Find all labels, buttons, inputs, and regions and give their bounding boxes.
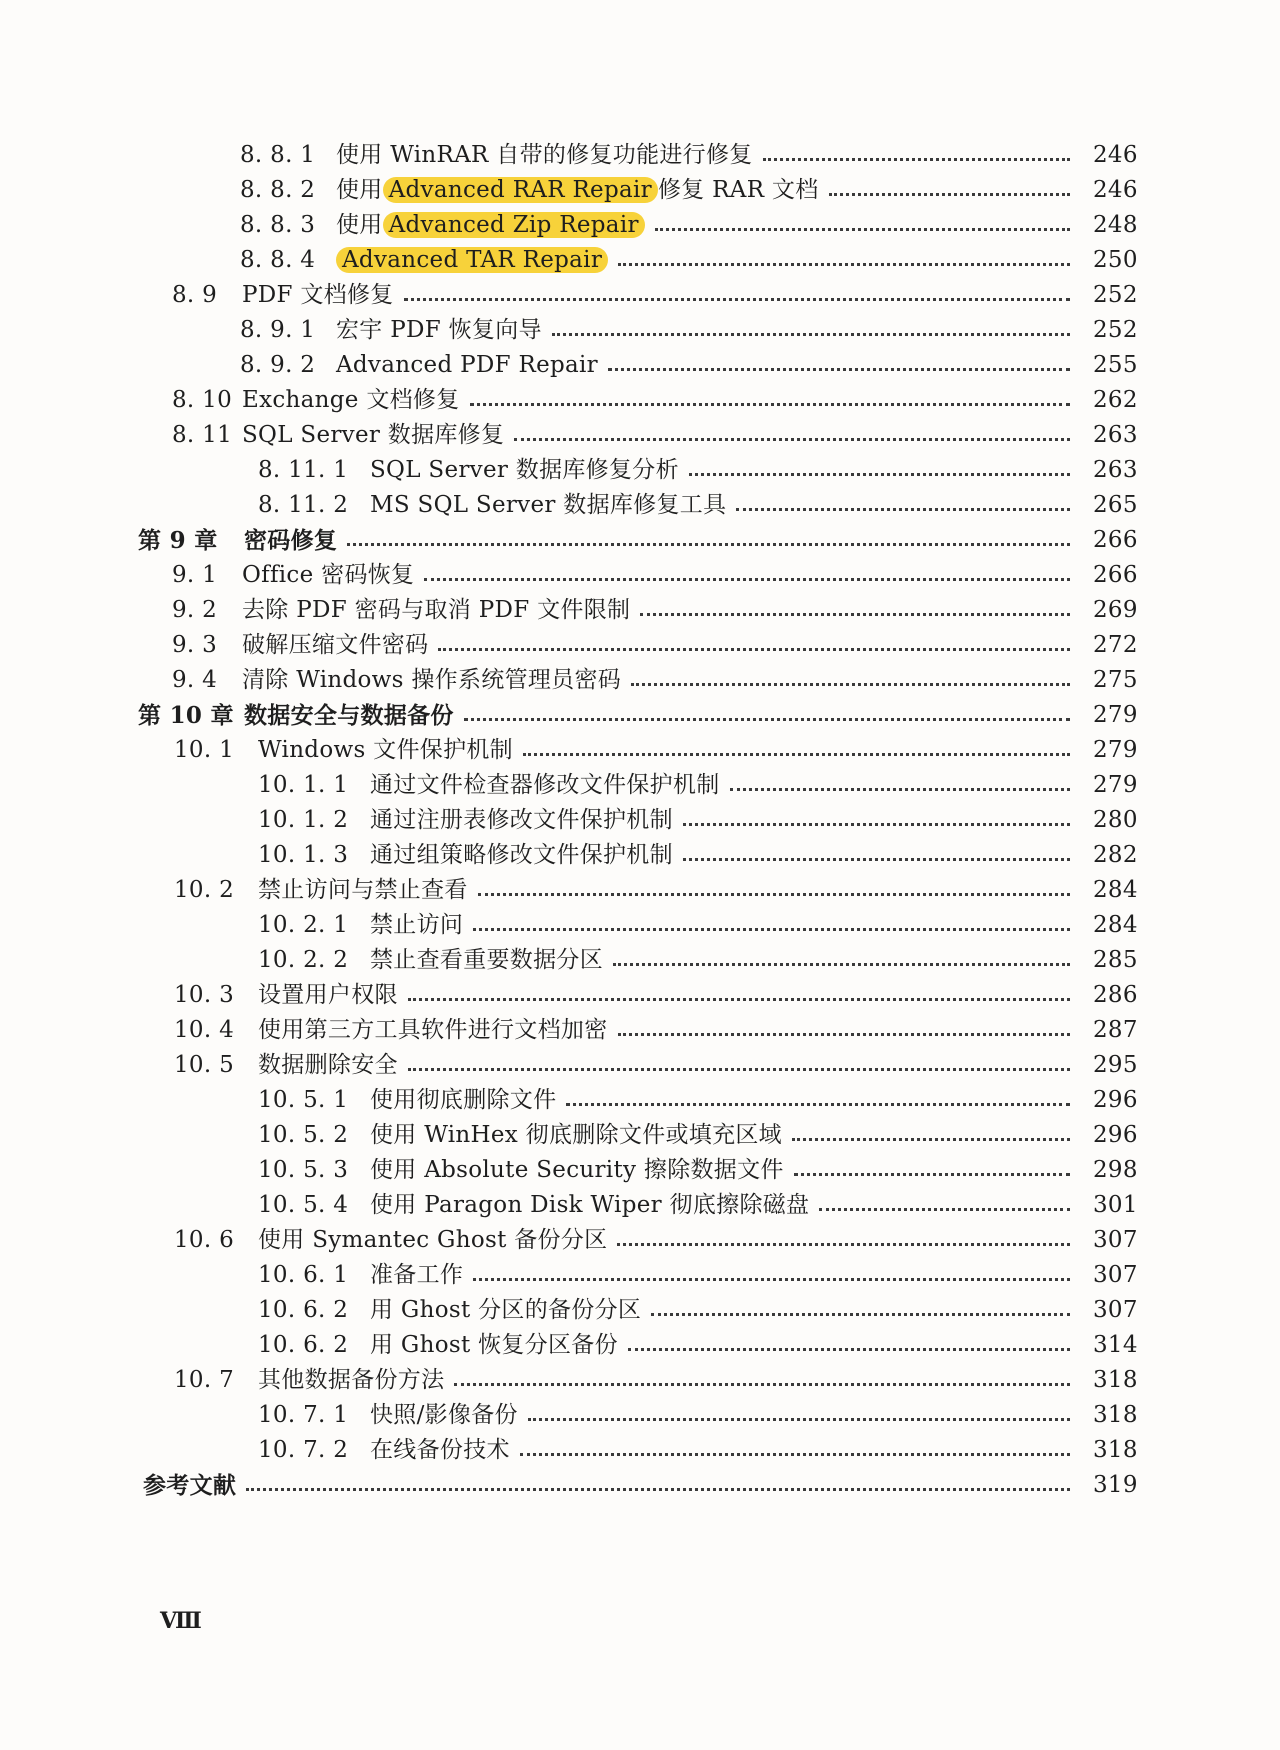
section-title	[370, 488, 726, 523]
section-title	[258, 1223, 607, 1258]
section-title	[258, 1363, 444, 1398]
dot-leader	[631, 681, 1070, 686]
table-of-contents	[0, 138, 1280, 1503]
dot-leader	[347, 541, 1070, 546]
page-number: 279	[1093, 737, 1138, 763]
section-number: 10. 6. 1	[258, 1262, 349, 1288]
section-title	[370, 1118, 782, 1153]
toc-entry-heading	[138, 523, 337, 558]
dot-leader	[470, 401, 1070, 406]
dot-leader	[651, 1311, 1070, 1316]
section-title-text: 通过注册表修改文件保护机制	[370, 807, 673, 833]
toc-entry[interactable]	[0, 418, 1280, 453]
section-title	[370, 943, 603, 978]
highlighted-text: Advanced RAR Repair	[383, 177, 658, 203]
section-number: 8. 8. 2	[240, 177, 316, 203]
dot-leader	[552, 331, 1070, 336]
section-title-text: 使用第三方工具软件进行文档加密	[258, 1017, 608, 1043]
section-number: 10. 7. 1	[258, 1402, 349, 1428]
toc-entry-heading	[258, 1328, 618, 1363]
toc-entry-heading	[258, 1433, 510, 1468]
section-title-text: MS SQL Server 数据库修复工具	[370, 492, 727, 518]
toc-entry[interactable]	[0, 1223, 1280, 1258]
dot-leader	[438, 646, 1070, 651]
dot-leader	[613, 961, 1070, 966]
section-title	[242, 663, 621, 698]
toc-entry-heading	[240, 208, 645, 243]
section-title-text: SQL Server 数据库修复	[242, 422, 505, 448]
toc-entry[interactable]	[0, 803, 1280, 838]
dot-leader	[819, 1206, 1070, 1211]
section-title-text: 准备工作	[370, 1262, 464, 1288]
toc-entry[interactable]	[0, 908, 1280, 943]
page-number: 269	[1093, 597, 1138, 623]
dot-leader	[454, 1381, 1070, 1386]
dot-leader	[730, 786, 1071, 791]
section-title	[244, 523, 337, 558]
toc-entry[interactable]	[0, 978, 1280, 1013]
page-numeral: Ⅷ	[160, 1608, 201, 1634]
section-title-text: 去除 PDF 密码与取消 PDF 文件限制	[242, 597, 631, 623]
toc-entry-heading	[172, 558, 414, 593]
section-title	[336, 313, 542, 348]
page-number: 318	[1093, 1402, 1138, 1428]
section-title-text: 破解压缩文件密码	[242, 632, 429, 658]
toc-entry[interactable]	[0, 768, 1280, 803]
section-title-text: 使用	[336, 177, 383, 203]
toc-entry-heading	[258, 453, 679, 488]
page-number: 295	[1093, 1052, 1138, 1078]
dot-leader	[640, 611, 1070, 616]
dot-leader	[792, 1136, 1070, 1141]
section-title-text: Advanced PDF Repair	[336, 352, 598, 378]
toc-entry[interactable]	[0, 313, 1280, 348]
toc-entry[interactable]	[0, 733, 1280, 768]
toc-entry-heading	[258, 1118, 782, 1153]
dot-leader	[473, 926, 1070, 931]
section-title-text: 参考文献	[143, 1472, 237, 1499]
section-title	[370, 803, 673, 838]
toc-entry-heading	[172, 663, 621, 698]
toc-entry-heading	[172, 278, 394, 313]
dot-leader	[608, 366, 1070, 371]
section-title-text: Office 密码恢复	[242, 562, 415, 588]
section-number: 8. 11	[172, 422, 233, 448]
section-number: 8. 11. 2	[258, 492, 349, 518]
toc-entry[interactable]	[0, 1468, 1280, 1503]
section-number: 8. 11. 1	[258, 457, 349, 483]
page-number: 263	[1093, 422, 1138, 448]
section-number: 9. 1	[172, 562, 218, 588]
section-title-text: 使用 Symantec Ghost 备份分区	[258, 1227, 608, 1253]
page-number: 266	[1093, 562, 1138, 588]
section-title-text: 在线备份技术	[370, 1437, 510, 1463]
section-title-text: 密码修复	[244, 527, 338, 554]
toc-entry-heading	[240, 173, 819, 208]
toc-entry-heading	[240, 313, 542, 348]
section-title-text: 使用 WinRAR 自带的修复功能进行修复	[336, 142, 753, 168]
toc-entry-heading	[258, 838, 673, 873]
section-number: 8. 9. 2	[240, 352, 316, 378]
section-title	[336, 243, 608, 278]
section-title	[242, 593, 630, 628]
section-number: 第 9 章	[138, 527, 218, 554]
dot-leader	[618, 1031, 1071, 1036]
dot-leader	[528, 1416, 1070, 1421]
toc-entry[interactable]	[0, 1293, 1280, 1328]
toc-entry[interactable]	[0, 698, 1280, 733]
section-title-text: 通过文件检查器修改文件保护机制	[370, 772, 720, 798]
page-number: 266	[1093, 527, 1138, 553]
dot-leader	[566, 1101, 1070, 1106]
toc-entry[interactable]	[0, 838, 1280, 873]
section-number: 8. 10	[172, 387, 233, 413]
dot-leader	[628, 1346, 1070, 1351]
section-title	[258, 733, 513, 768]
section-title-text: SQL Server 数据库修复分析	[370, 457, 679, 483]
section-title-text: PDF 文档修复	[242, 282, 394, 308]
section-title	[370, 1328, 618, 1363]
section-number: 10. 5. 4	[258, 1192, 349, 1218]
section-title	[370, 1083, 556, 1118]
section-title-text: 宏宇 PDF 恢复向导	[336, 317, 542, 343]
section-title-text: 禁止访问	[370, 912, 464, 938]
page-number: 298	[1093, 1157, 1138, 1183]
page-number: 246	[1093, 142, 1138, 168]
section-number: 10. 6. 2	[258, 1297, 349, 1323]
toc-entry-heading	[258, 1293, 641, 1328]
section-title	[370, 453, 679, 488]
dot-leader	[829, 191, 1070, 196]
toc-entry[interactable]	[0, 1363, 1280, 1398]
toc-entry[interactable]	[0, 383, 1280, 418]
dot-leader	[473, 1276, 1070, 1281]
dot-leader	[408, 1066, 1070, 1071]
dot-leader	[514, 436, 1070, 441]
toc-entry[interactable]	[0, 1258, 1280, 1293]
dot-leader	[763, 156, 1070, 161]
section-number: 第 10 章	[138, 702, 234, 729]
section-number: 10. 5	[174, 1052, 235, 1078]
section-title-text: 禁止访问与禁止查看	[258, 877, 468, 903]
toc-entry-heading	[172, 383, 460, 418]
page-number: 246	[1093, 177, 1138, 203]
section-number: 10. 4	[174, 1017, 235, 1043]
section-title	[242, 278, 394, 313]
page-number: 282	[1093, 842, 1138, 868]
page-number: 265	[1093, 492, 1138, 518]
toc-entry-heading	[240, 243, 608, 278]
page-number: 296	[1093, 1087, 1138, 1113]
dot-leader	[523, 751, 1070, 756]
section-number: 10. 2. 1	[258, 912, 349, 938]
section-number: 8. 8. 3	[240, 212, 316, 238]
section-number: 8. 8. 4	[240, 247, 316, 273]
dot-leader	[683, 856, 1070, 861]
section-title-text: 使用	[336, 212, 383, 238]
section-title-text: Exchange 文档修复	[242, 387, 460, 413]
dot-leader	[424, 576, 1070, 581]
toc-entry-heading	[258, 768, 720, 803]
page-number: 286	[1093, 982, 1138, 1008]
section-title	[258, 1013, 608, 1048]
section-title	[336, 138, 753, 173]
toc-entry[interactable]	[0, 1118, 1280, 1153]
page-number: 301	[1093, 1192, 1138, 1218]
toc-entry-heading	[143, 1468, 236, 1503]
section-number: 10. 1. 1	[258, 772, 349, 798]
section-number: 10. 5. 3	[258, 1157, 349, 1183]
section-number: 10. 2	[174, 877, 235, 903]
section-title-text: 使用 Paragon Disk Wiper 彻底擦除磁盘	[370, 1192, 810, 1218]
dot-leader	[246, 1486, 1070, 1491]
page-number: 250	[1093, 247, 1138, 273]
section-title	[242, 628, 428, 663]
page-number: 279	[1093, 702, 1138, 728]
toc-entry[interactable]	[0, 1328, 1280, 1363]
section-title-text: 用 Ghost 恢复分区备份	[370, 1332, 618, 1358]
toc-entry[interactable]	[0, 173, 1280, 208]
section-title-text: 数据删除安全	[258, 1052, 398, 1078]
page-number: 279	[1093, 772, 1138, 798]
dot-leader	[689, 471, 1070, 476]
toc-entry-heading	[174, 1223, 607, 1258]
section-title	[242, 558, 414, 593]
dot-leader	[617, 1241, 1070, 1246]
section-number: 10. 1. 3	[258, 842, 349, 868]
section-title-text: 其他数据备份方法	[258, 1367, 445, 1393]
section-number: 10. 5. 1	[258, 1087, 349, 1113]
toc-entry-heading	[258, 1398, 518, 1433]
section-title	[370, 838, 673, 873]
page-number: 284	[1093, 912, 1138, 938]
toc-entry-heading	[172, 418, 504, 453]
toc-entry-heading	[172, 628, 428, 663]
toc-entry[interactable]	[0, 348, 1280, 383]
toc-entry[interactable]	[0, 943, 1280, 978]
page-number: 284	[1093, 877, 1138, 903]
highlighted-text: Advanced TAR Repair	[336, 247, 608, 273]
section-title	[336, 208, 645, 243]
toc-entry[interactable]	[0, 1048, 1280, 1083]
section-number: 10. 6	[174, 1227, 235, 1253]
toc-entry-heading	[174, 733, 513, 768]
section-number: 9. 3	[172, 632, 218, 658]
section-title	[242, 383, 460, 418]
toc-entry[interactable]	[0, 1188, 1280, 1223]
toc-entry[interactable]	[0, 1013, 1280, 1048]
page-number: 319	[1093, 1472, 1138, 1498]
page-number: 263	[1093, 457, 1138, 483]
section-number: 10. 7	[174, 1367, 235, 1393]
section-title	[258, 1048, 398, 1083]
toc-entry-heading	[258, 943, 603, 978]
section-title-text: 快照/影像备份	[370, 1402, 518, 1428]
page-number: 307	[1093, 1227, 1138, 1253]
toc-entry-heading	[240, 138, 753, 173]
page-number: 255	[1093, 352, 1138, 378]
toc-entry-heading	[258, 1153, 784, 1188]
page-number: 287	[1093, 1017, 1138, 1043]
section-title	[370, 768, 720, 803]
section-title	[242, 418, 504, 453]
toc-entry[interactable]	[0, 663, 1280, 698]
toc-entry-heading	[174, 1363, 444, 1398]
page-number: 285	[1093, 947, 1138, 973]
dot-leader	[683, 821, 1070, 826]
section-number: 8. 9. 1	[240, 317, 316, 343]
section-title-text: 通过组策略修改文件保护机制	[370, 842, 673, 868]
section-title-text: 使用 Absolute Security 擦除数据文件	[370, 1157, 784, 1183]
section-number: 10. 1. 2	[258, 807, 349, 833]
toc-entry-heading	[240, 348, 598, 383]
page-number: 318	[1093, 1367, 1138, 1393]
dot-leader	[618, 261, 1070, 266]
toc-entry-heading	[258, 803, 673, 838]
toc-entry[interactable]	[0, 1083, 1280, 1118]
dot-leader	[655, 226, 1070, 231]
highlighted-text: Advanced Zip Repair	[383, 212, 645, 238]
toc-entry-heading	[174, 978, 398, 1013]
toc-entry[interactable]	[0, 488, 1280, 523]
section-title	[370, 1293, 641, 1328]
section-number: 8. 8. 1	[240, 142, 316, 168]
section-number: 10. 5. 2	[258, 1122, 349, 1148]
toc-entry[interactable]	[0, 558, 1280, 593]
toc-entry-heading	[172, 593, 630, 628]
section-title-text: 清除 Windows 操作系统管理员密码	[242, 667, 622, 693]
toc-entry[interactable]	[0, 208, 1280, 243]
section-number: 9. 4	[172, 667, 218, 693]
page-number: 272	[1093, 632, 1138, 658]
section-title-text: 数据安全与数据备份	[244, 702, 454, 729]
section-title	[370, 1433, 510, 1468]
page-number: 252	[1093, 317, 1138, 343]
page-number: 318	[1093, 1437, 1138, 1463]
dot-leader	[736, 506, 1070, 511]
toc-entry[interactable]	[0, 593, 1280, 628]
page-number: 307	[1093, 1297, 1138, 1323]
toc-entry-heading	[258, 1083, 556, 1118]
page-number: 275	[1093, 667, 1138, 693]
section-title	[244, 698, 454, 733]
toc-entry[interactable]	[0, 1433, 1280, 1468]
section-title-text: 使用 WinHex 彻底删除文件或填充区域	[370, 1122, 782, 1148]
section-title	[336, 348, 598, 383]
page-number: 307	[1093, 1262, 1138, 1288]
section-number: 8. 9	[172, 282, 218, 308]
section-title	[370, 1188, 809, 1223]
page-number: 262	[1093, 387, 1138, 413]
dot-leader	[794, 1171, 1070, 1176]
section-title-text: 用 Ghost 分区的备份分区	[370, 1297, 642, 1323]
toc-entry[interactable]	[0, 243, 1280, 278]
section-title-text: Windows 文件保护机制	[258, 737, 513, 763]
section-number: 10. 7. 2	[258, 1437, 349, 1463]
toc-entry-heading	[174, 873, 468, 908]
page-number: 296	[1093, 1122, 1138, 1148]
toc-entry-heading	[174, 1013, 608, 1048]
dot-leader	[478, 891, 1070, 896]
section-number: 10. 3	[174, 982, 235, 1008]
section-title-text: 禁止查看重要数据分区	[370, 947, 603, 973]
section-title	[370, 1258, 463, 1293]
section-title	[370, 1153, 784, 1188]
section-number: 10. 2. 2	[258, 947, 349, 973]
dot-leader	[520, 1451, 1070, 1456]
section-title	[336, 173, 819, 208]
toc-entry[interactable]	[0, 138, 1280, 173]
toc-entry[interactable]	[0, 628, 1280, 663]
section-title	[258, 978, 398, 1013]
section-number: 10. 1	[174, 737, 235, 763]
dot-leader	[408, 996, 1070, 1001]
section-title-suffix: 修复 RAR 文档	[657, 177, 819, 203]
section-title	[370, 908, 463, 943]
toc-entry[interactable]	[0, 278, 1280, 313]
section-title	[258, 873, 468, 908]
toc-entry[interactable]	[0, 1398, 1280, 1433]
section-number: 10. 6. 2	[258, 1332, 349, 1358]
toc-entry-heading	[258, 1258, 463, 1293]
toc-entry-heading	[258, 488, 726, 523]
toc-entry-heading	[258, 908, 463, 943]
section-title	[370, 1398, 518, 1433]
toc-entry[interactable]	[0, 453, 1280, 488]
page-number: 252	[1093, 282, 1138, 308]
toc-entry[interactable]	[0, 873, 1280, 908]
page-number: 280	[1093, 807, 1138, 833]
toc-entry-heading	[174, 1048, 398, 1083]
toc-entry[interactable]	[0, 1153, 1280, 1188]
section-title-text: 设置用户权限	[258, 982, 398, 1008]
toc-entry-heading	[258, 1188, 809, 1223]
page-number: 248	[1093, 212, 1138, 238]
toc-entry-heading	[138, 698, 454, 733]
page-number: 314	[1093, 1332, 1138, 1358]
section-title	[143, 1468, 236, 1503]
section-title-text: 使用彻底删除文件	[370, 1087, 557, 1113]
toc-entry[interactable]	[0, 523, 1280, 558]
dot-leader	[464, 716, 1070, 721]
section-number: 9. 2	[172, 597, 218, 623]
dot-leader	[404, 296, 1070, 301]
